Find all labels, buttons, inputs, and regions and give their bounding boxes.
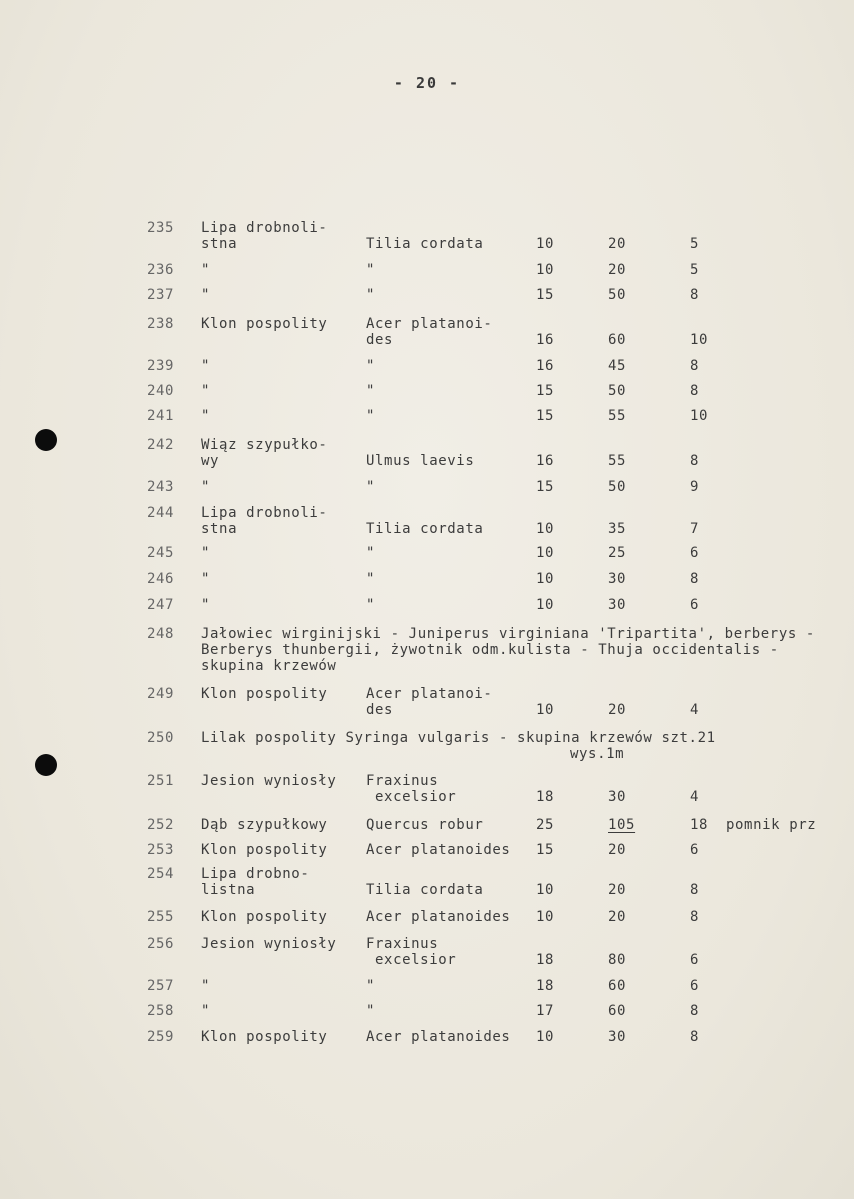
value-a: 10 [536,236,555,252]
value-c: 10 [690,332,709,348]
value-c: 8 [690,383,700,399]
polish-name: " [201,287,211,303]
polish-name: Jesion wyniosły [201,773,337,789]
value-c: 6 [690,842,700,858]
value-a: 16 [536,332,555,348]
polish-name: " [201,408,211,424]
row-text-line1: Lilak pospolity Syringa vulgaris - skupina krzewów szt.21 [201,730,716,746]
value-c: 6 [690,978,700,994]
value-c: 8 [690,909,700,925]
value-a: 16 [536,358,555,374]
row-number: 235 [147,220,175,236]
latin-name: Acer platanoides [366,1029,511,1045]
row-number: 239 [147,358,175,374]
value-b: 60 [608,978,627,994]
polish-name: " [201,545,211,561]
value-c: 8 [690,1029,700,1045]
value-b: 60 [608,1003,627,1019]
value-a: 16 [536,453,555,469]
row-number: 241 [147,408,175,424]
value-a: 10 [536,702,555,718]
value-a: 15 [536,383,555,399]
value-c: 7 [690,521,700,537]
polish-name: Wiąz szypułko- wy [201,437,328,469]
value-c: 6 [690,952,700,968]
latin-name: " [366,1003,376,1019]
value-b: 20 [608,262,627,278]
value-a: 10 [536,545,555,561]
value-b: 25 [608,545,627,561]
value-a: 15 [536,842,555,858]
punch-hole-icon [35,429,57,451]
row-number: 236 [147,262,175,278]
value-b: 30 [608,1029,627,1045]
polish-name: Klon pospolity [201,316,328,332]
value-a: 10 [536,1029,555,1045]
value-c: 8 [690,571,700,587]
polish-name: Lipa drobno- listna [201,866,310,898]
page-number: - 20 - [393,74,461,92]
polish-name: Dąb szypułkowy [201,817,328,833]
latin-name: " [366,383,376,399]
value-b: 20 [608,842,627,858]
row-number: 246 [147,571,175,587]
value-a: 10 [536,882,555,898]
latin-name: " [366,358,376,374]
row-number: 249 [147,686,175,702]
value-a: 10 [536,571,555,587]
value-c: 4 [690,789,700,805]
polish-name: Klon pospolity [201,909,328,925]
row-number: 254 [147,866,175,882]
row-number: 257 [147,978,175,994]
latin-name: Acer platanoides [366,842,511,858]
latin-name: " [366,287,376,303]
polish-name: Klon pospolity [201,686,328,702]
polish-name: " [201,978,211,994]
latin-name: Acer platanoi- des [366,686,493,718]
polish-name: " [201,571,211,587]
latin-name: " [366,978,376,994]
polish-name: " [201,383,211,399]
latin-name: Tilia cordata [366,236,484,252]
value-b: 20 [608,702,627,718]
value-b: 55 [608,408,627,424]
value-a: 17 [536,1003,555,1019]
latin-name: Quercus robur [366,817,484,833]
latin-name: " [366,479,376,495]
polish-name: Lipa drobnoli- stna [201,220,328,252]
value-b: 20 [608,236,627,252]
latin-name: Acer platanoi- des [366,316,493,348]
latin-name: Acer platanoides [366,909,511,925]
latin-name: " [366,545,376,561]
value-b: 50 [608,383,627,399]
value-c: 4 [690,702,700,718]
value-a: 18 [536,978,555,994]
value-c: 8 [690,358,700,374]
latin-name: " [366,262,376,278]
value-b: 105 [608,817,636,833]
row-number: 250 [147,730,175,746]
polish-name: " [201,262,211,278]
value-a: 15 [536,408,555,424]
value-c: 9 [690,479,700,495]
value-c: 8 [690,882,700,898]
value-c: 18 [690,817,709,833]
value-a: 15 [536,287,555,303]
value-b: 50 [608,479,627,495]
row-number: 237 [147,287,175,303]
latin-name: " [366,597,376,613]
value-c: 8 [690,453,700,469]
polish-name: Lipa drobnoli- stna [201,505,328,537]
polish-name: " [201,597,211,613]
row-number: 245 [147,545,175,561]
value-b: 60 [608,332,627,348]
value-a: 10 [536,597,555,613]
row-number: 243 [147,479,175,495]
row-number: 251 [147,773,175,789]
value-b: 20 [608,882,627,898]
row-number: 247 [147,597,175,613]
latin-name: Tilia cordata [366,882,484,898]
value-b: 45 [608,358,627,374]
row-number: 258 [147,1003,175,1019]
value-a: 15 [536,479,555,495]
value-b: 55 [608,453,627,469]
value-a: 10 [536,909,555,925]
row-number: 256 [147,936,175,952]
polish-name: Jesion wyniosły [201,936,337,952]
value-c: 6 [690,597,700,613]
value-b: 50 [608,287,627,303]
row-number: 252 [147,817,175,833]
polish-name: Klon pospolity [201,1029,328,1045]
latin-name: " [366,408,376,424]
row-text-line2: wys.1m [570,746,625,762]
value-b: 20 [608,909,627,925]
value-b: 35 [608,521,627,537]
latin-name: Tilia cordata [366,521,484,537]
value-a: 10 [536,521,555,537]
latin-name: Fraxinus excelsior [366,773,457,805]
value-c: 6 [690,545,700,561]
value-c: 8 [690,287,700,303]
value-a: 25 [536,817,555,833]
polish-name: " [201,358,211,374]
row-number: 259 [147,1029,175,1045]
value-c: 10 [690,408,709,424]
latin-name: Ulmus laevis [366,453,475,469]
value-c: 5 [690,236,700,252]
polish-name: " [201,1003,211,1019]
latin-name: Fraxinus excelsior [366,936,457,968]
value-b: 30 [608,597,627,613]
row-number: 238 [147,316,175,332]
value-a: 18 [536,789,555,805]
row-number: 255 [147,909,175,925]
value-c: 8 [690,1003,700,1019]
value-b: 30 [608,571,627,587]
row-number: 244 [147,505,175,521]
value-b: 30 [608,789,627,805]
latin-name: " [366,571,376,587]
polish-name: Klon pospolity [201,842,328,858]
value-a: 10 [536,262,555,278]
polish-name: " [201,479,211,495]
value-c: 5 [690,262,700,278]
shrub-group-description: Jałowiec wirginijski - Juniperus virginiana 'Tripartita', berberys - Berberys thunbergii, żywotnik odm.kulista - Thuja occidentalis - skupina krzewów [201,626,815,674]
punch-hole-icon [35,754,57,776]
row-note: pomnik prz [726,817,817,833]
row-number: 242 [147,437,175,453]
value-b: 80 [608,952,627,968]
row-number: 253 [147,842,175,858]
row-number: 240 [147,383,175,399]
value-a: 18 [536,952,555,968]
row-number: 248 [147,626,175,642]
